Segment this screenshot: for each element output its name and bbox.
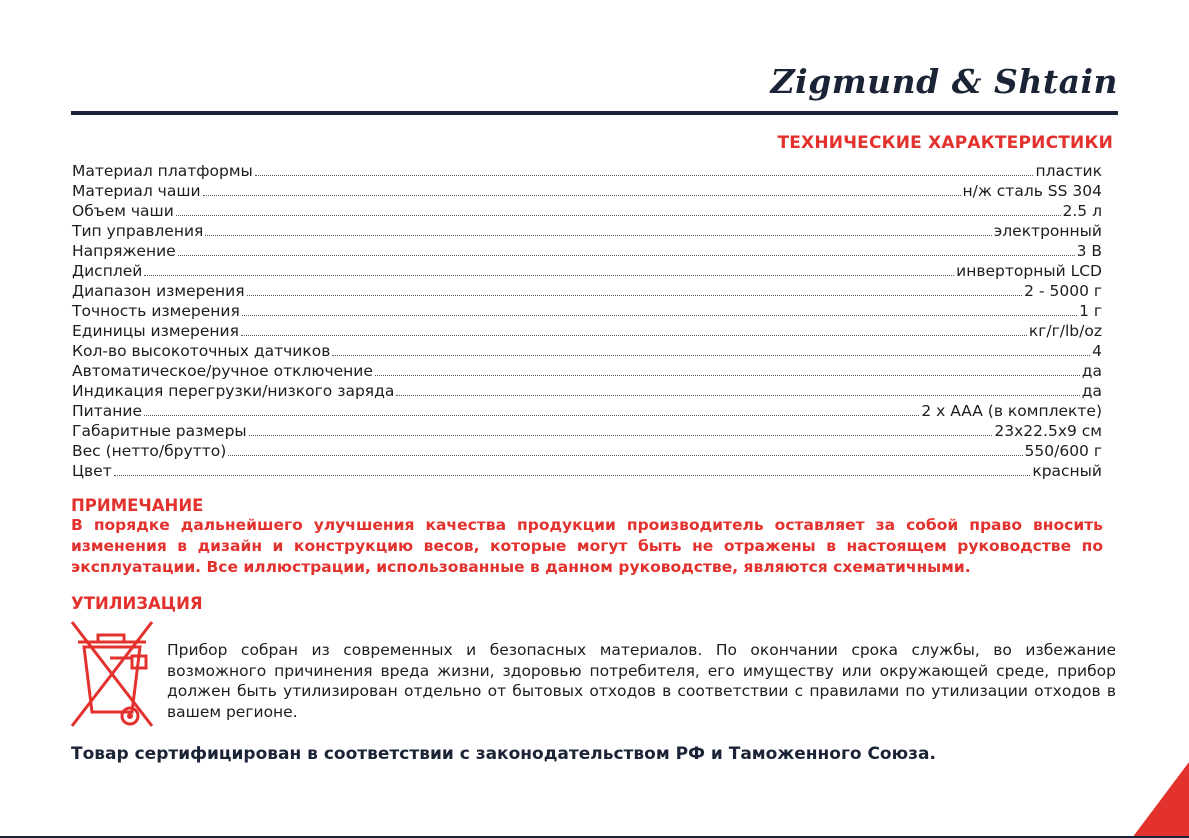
dot-leader [396,382,1079,396]
note-text: В порядке дальнейшего улучшения качества продукции производитель оставляет за собой право вносить изменения в дизайн и конструкцию весов, которые могут быть не отражены в настоящем руководстве по эксплуатации. Все иллюстрации, использованные в данном руководстве, являются схематичными. [71,516,1103,576]
disposal-heading: УТИЛИЗАЦИЯ [71,594,203,613]
spec-row [72,441,1102,461]
spec-row [72,201,1102,221]
dot-leader [332,342,1090,356]
spec-value: кг/г/lb/oz [1028,322,1102,340]
spec-label: Индикация перегрузки/низкого заряда [72,382,395,400]
specs-heading: ТЕХНИЧЕСКИЕ ХАРАКТЕРИСТИКИ [777,133,1113,153]
dot-leader [144,262,954,276]
dot-leader [241,322,1027,336]
dot-leader [247,282,1023,296]
specs-list [72,161,1102,481]
spec-row [72,341,1102,361]
corner-accent-triangle [1054,762,1189,838]
spec-value: 2 - 5000 г [1024,282,1102,300]
spec-label: Материал платформы [72,162,253,180]
dot-leader [228,442,1022,456]
spec-value: да [1081,382,1102,400]
spec-label: Дисплей [72,262,143,280]
spec-value: 4 [1092,342,1102,360]
spec-label: Автоматическое/ручное отключение [72,362,373,380]
spec-row [72,241,1102,261]
spec-value: 23х22.5х9 см [994,422,1102,440]
spec-label: Точность измерения [72,302,240,320]
header-divider [71,111,1118,115]
spec-value: инверторный LCD [956,262,1102,280]
dot-leader [205,222,991,236]
spec-row [72,221,1102,241]
spec-value: 2.5 л [1062,202,1102,220]
spec-label: Габаритные размеры [72,422,247,440]
spec-label: Диапазон измерения [72,282,245,300]
certification-text: Товар сертифицирован в соответствии с законодательством РФ и Таможенного Союза. [71,744,936,764]
spec-label: Напряжение [72,242,176,260]
spec-row [72,261,1102,281]
spec-label: Питание [72,402,142,420]
spec-value: н/ж сталь SS 304 [962,182,1102,200]
spec-value: пластик [1035,162,1102,180]
spec-row [72,321,1102,341]
spec-label: Объем чаши [72,202,174,220]
spec-value: да [1081,362,1102,380]
spec-label: Материал чаши [72,182,201,200]
spec-label: Тип управления [72,222,204,240]
spec-row [72,181,1102,201]
crossed-out-wheelie-bin-icon [70,620,154,730]
dot-leader [144,402,919,416]
spec-value: 550/600 г [1024,442,1102,460]
dot-leader [203,182,961,196]
dot-leader [255,162,1034,176]
spec-row [72,301,1102,321]
dot-leader [375,362,1080,376]
spec-value: красный [1032,462,1102,480]
spec-value: 2 х AAA (в комплекте) [921,402,1102,420]
dot-leader [178,242,1075,256]
dot-leader [242,302,1077,316]
dot-leader [176,202,1061,216]
spec-value: 3 В [1076,242,1102,260]
spec-label: Единицы измерения [72,322,239,340]
spec-row [72,361,1102,381]
spec-row [72,381,1102,401]
spec-label: Цвет [72,462,112,480]
spec-row [72,421,1102,441]
dot-leader [249,422,993,436]
spec-value: электронный [993,222,1102,240]
spec-row [72,161,1102,181]
spec-row [72,401,1102,421]
spec-row [72,461,1102,481]
spec-row [72,281,1102,301]
spec-label: Вес (нетто/брутто) [72,442,227,460]
brand-logo: Zigmund & Shtain [770,62,1118,101]
spec-label: Кол-во высокоточных датчиков [72,342,331,360]
spec-value: 1 г [1079,302,1102,320]
dot-leader [114,462,1031,476]
disposal-text: Прибор собран из современных и безопасных материалов. По окончании срока службы, во избежание возможного причинения вреда жизни, здоровью потребителя, его имуществу или окружающей среде, прибор должен быть утилизирован отдельно от бытовых отходов в соответствии с правилами по утилизации отходов в вашем регионе. [167,641,1116,721]
note-heading: ПРИМЕЧАНИЕ [71,496,204,515]
